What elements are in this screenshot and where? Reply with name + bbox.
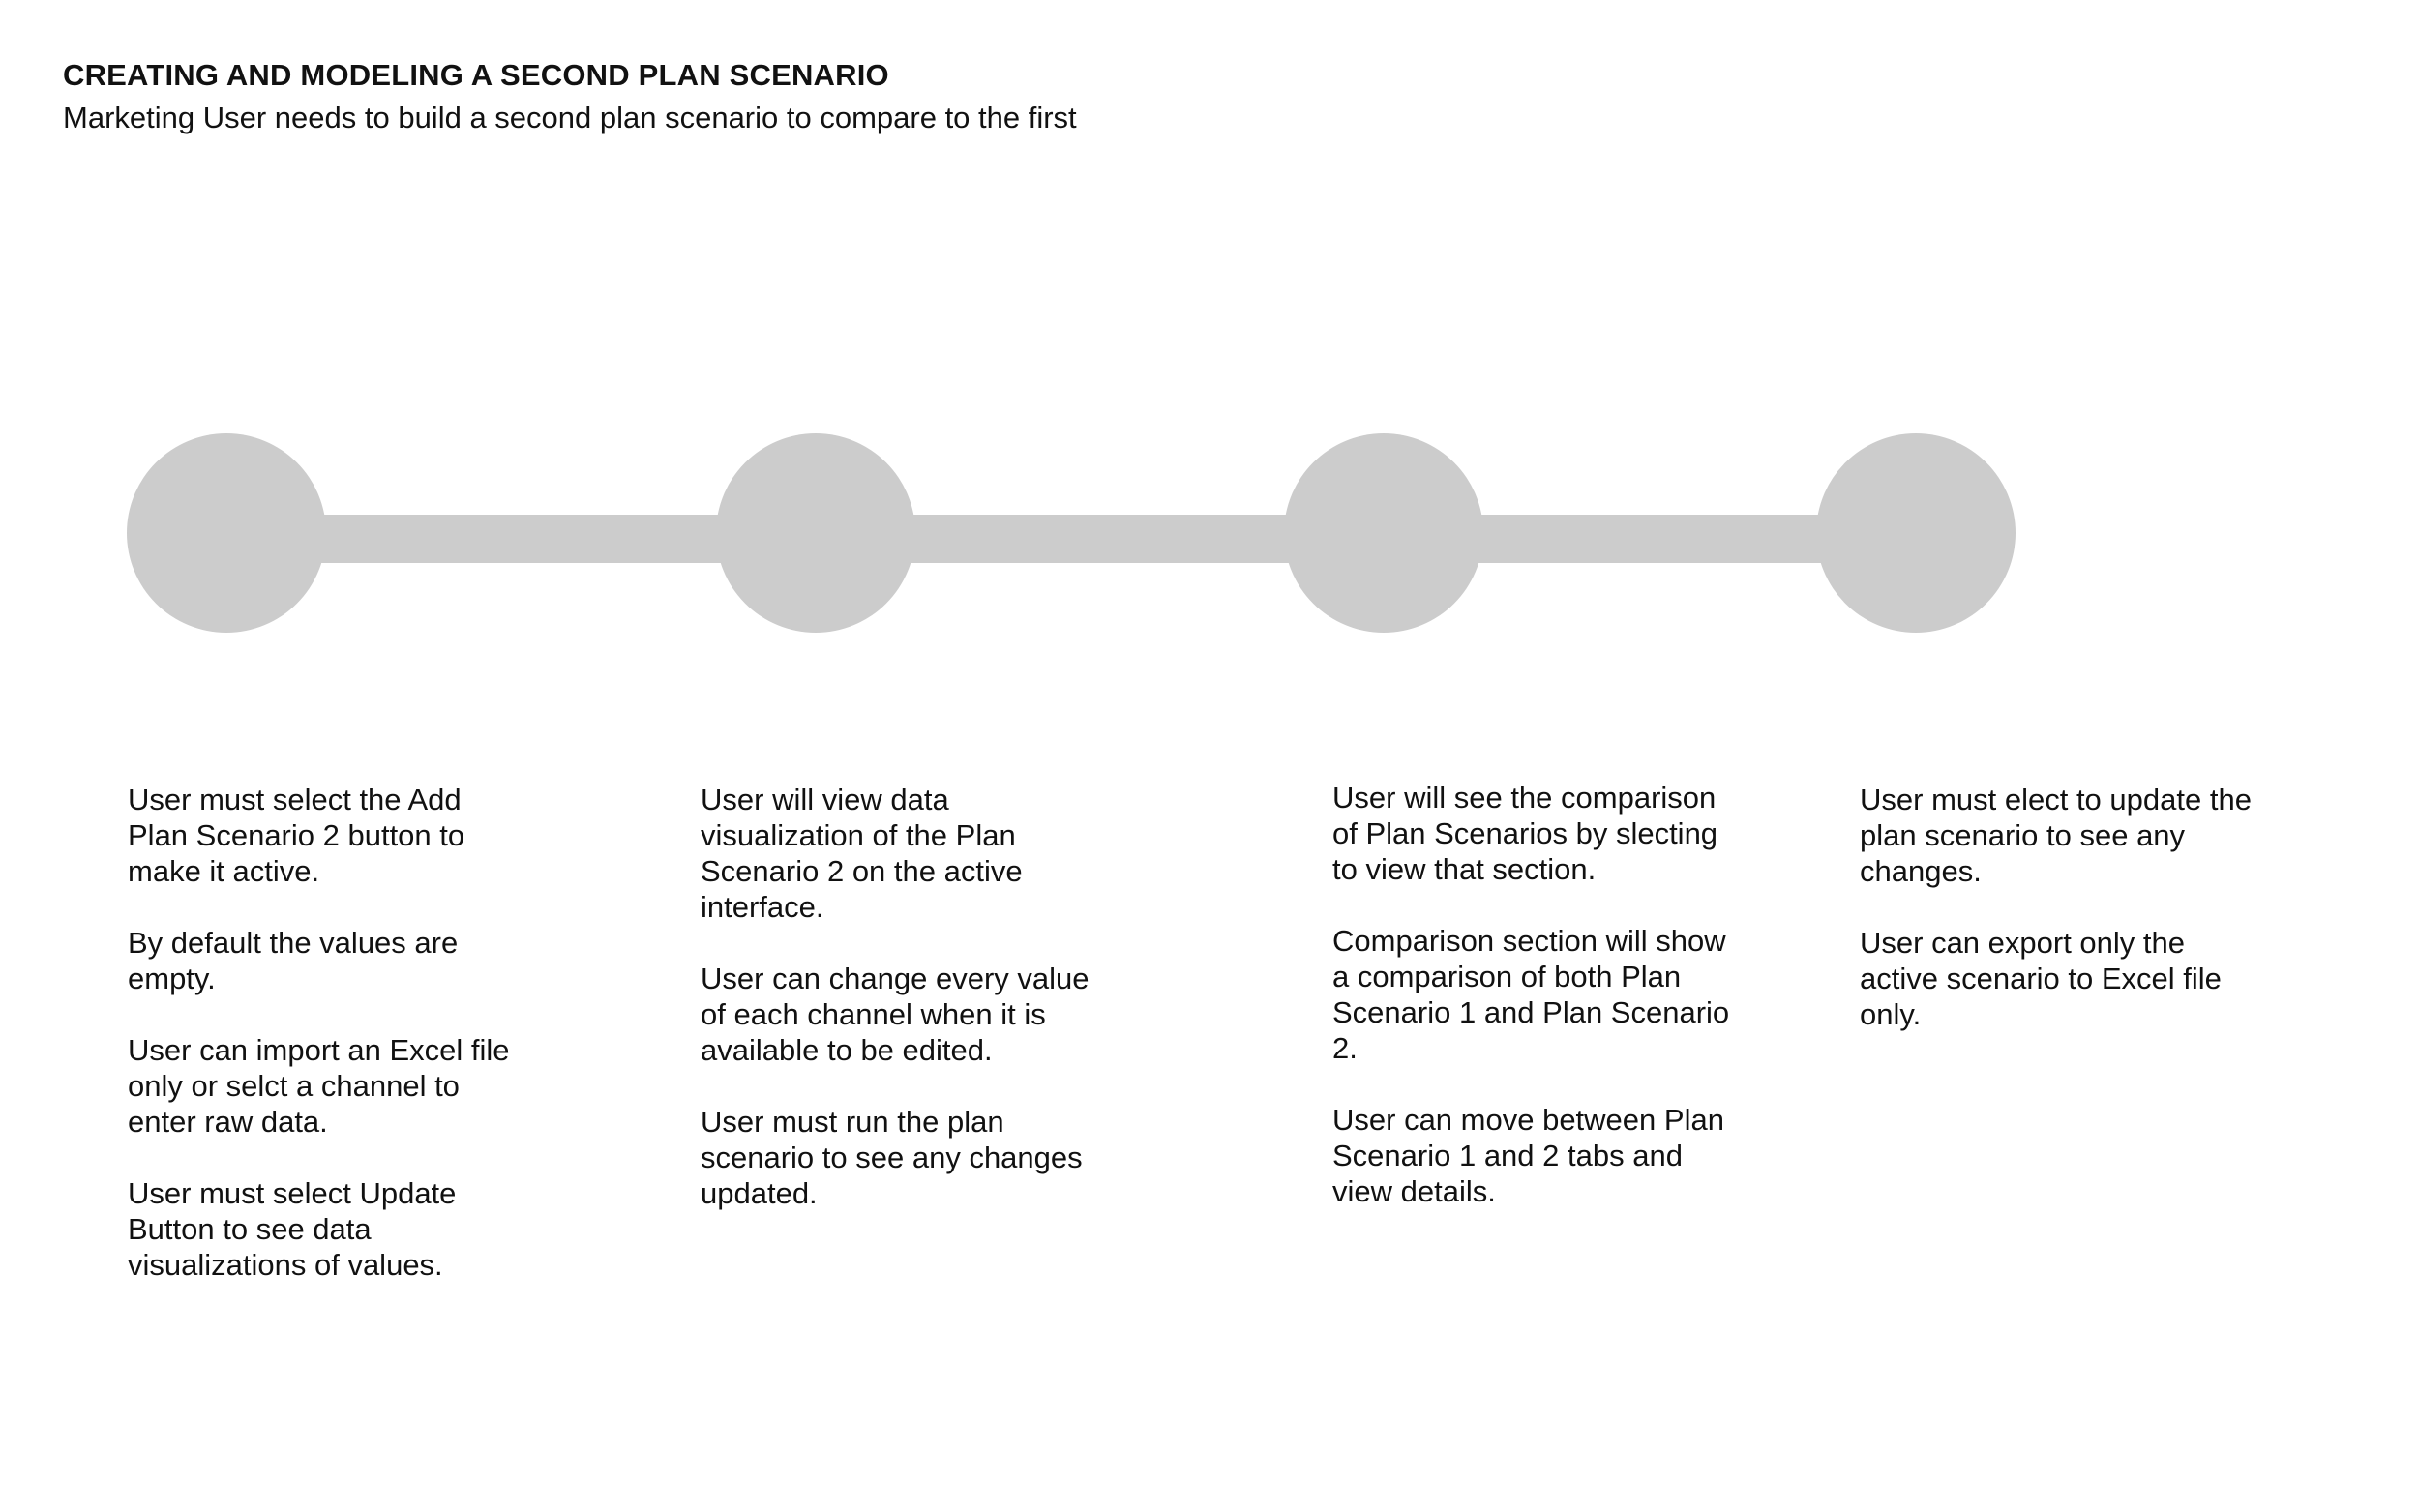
step-1-paragraph: By default the values are empty. <box>128 926 459 995</box>
page-title: CREATING AND MODELING A SECOND PLAN SCENARIO <box>63 58 889 92</box>
step-1-paragraph: User can import an Excel file only or selct a channel to enter raw data. <box>128 1033 510 1139</box>
step-description-4 <box>1860 782 2363 1068</box>
step-1-paragraph: User must select the Add Plan Scenario 2 button to make it active. <box>128 783 465 888</box>
page-subtitle: Marketing User needs to build a second plan scenario to compare to the first <box>63 101 1077 134</box>
step-4-paragraph: User can export only the active scenario to Excel file only. <box>1860 926 2222 1031</box>
step-description-1 <box>128 782 592 1319</box>
step-3-paragraph: User can move between Plan Scenario 1 and 2 tabs and view details. <box>1332 1103 1724 1208</box>
step-node-4 <box>1816 433 2016 633</box>
step-1-paragraph: User must select Update Button to see data visualizations of values. <box>128 1176 457 1282</box>
step-2-paragraph: User must run the plan scenario to see any changes updated. <box>701 1105 1083 1210</box>
step-2-paragraph: User will view data visualization of the Plan Scenario 2 on the active interface. <box>701 783 1023 924</box>
step-node-1 <box>127 433 326 633</box>
connector-2-3 <box>871 515 1355 563</box>
step-3-paragraph: User will see the comparison of Plan Scenarios by slecting to view that section. <box>1332 781 1718 886</box>
step-node-3 <box>1284 433 1483 633</box>
connector-1-2 <box>290 515 774 563</box>
step-description-3 <box>1332 780 1797 1245</box>
step-3-paragraph: Comparison section will show a comparison of both Plan Scenario 1 and Plan Scenario 2. <box>1332 924 1730 1065</box>
step-2-paragraph: User can change every value of each channel when it is available to be edited. <box>701 962 1090 1067</box>
step-node-2 <box>716 433 915 633</box>
step-4-paragraph: User must elect to update the plan scenario to see any changes. <box>1860 783 2252 888</box>
step-description-2 <box>701 782 1165 1247</box>
